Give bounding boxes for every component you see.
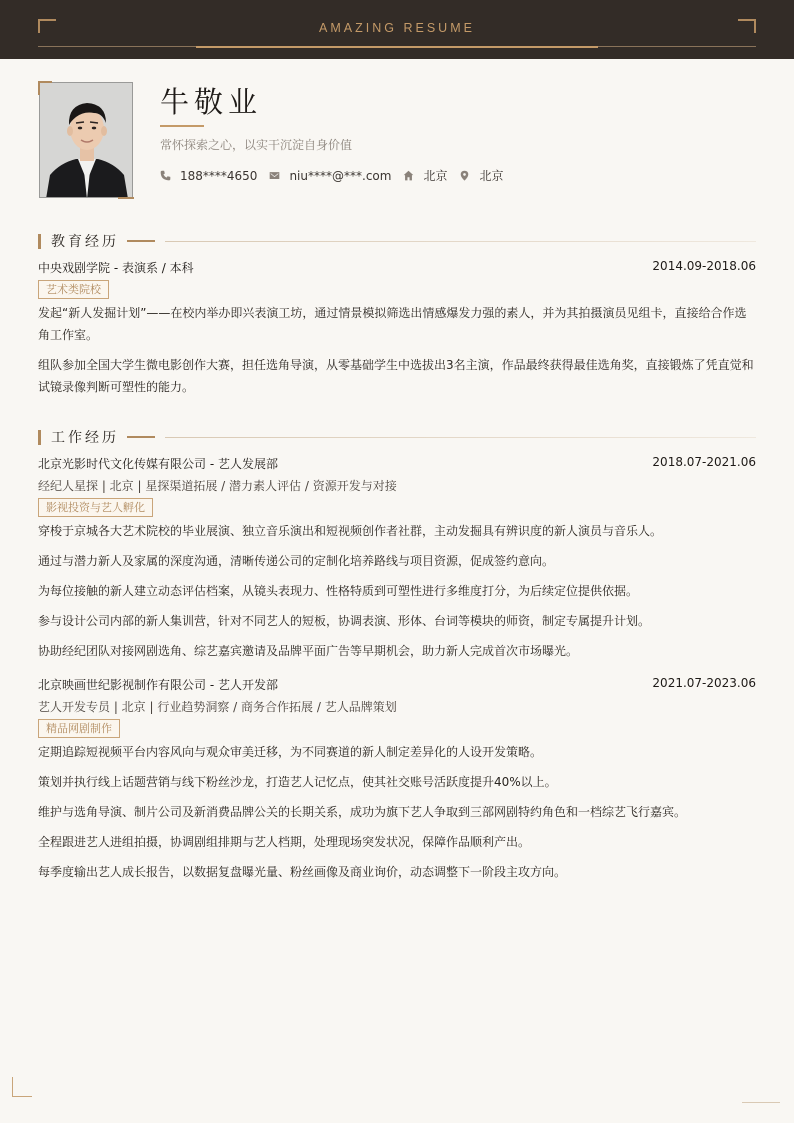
job-entry-header bbox=[38, 455, 756, 472]
current-location: 北京 bbox=[479, 169, 504, 183]
contact-location bbox=[459, 167, 503, 184]
job-bullet: 为每位接触的新人建立动态评估档案，从镜头表现力、性格特质到可塑性进行多维度打分，为后续定位提供依据。 bbox=[38, 584, 639, 598]
section-rule bbox=[165, 241, 756, 242]
job-role-line: 艺人开发专员 | 北京 | 行业趋势洞察 / 商务合作拓展 / 艺人品牌策划 bbox=[38, 700, 397, 714]
hometown: 北京 bbox=[423, 169, 448, 183]
section-heading: 工作经历 bbox=[51, 430, 119, 446]
education-date: 2014.09-2018.06 bbox=[652, 259, 756, 273]
section-marker bbox=[38, 234, 41, 249]
job-date: 2021.07-2023.06 bbox=[652, 676, 756, 690]
job-bullet: 全程跟进艺人进组拍摄，协调剧组排期与艺人档期，处理现场突发状况，保障作品顺利产出。 bbox=[38, 835, 531, 849]
mail-icon bbox=[269, 170, 280, 181]
photo-corner-ornament bbox=[38, 81, 52, 95]
corner-ornament-bottom-left bbox=[12, 1077, 32, 1097]
job-bullet: 每季度输出艺人成长报告，以数据复盘曝光量、粉丝画像及商业询价，动态调整下一阶段主攻方向。 bbox=[38, 865, 567, 879]
section-marker bbox=[38, 430, 41, 445]
job-tag: 精品网剧制作 bbox=[38, 719, 120, 738]
email-address: niu****@***.com bbox=[289, 168, 392, 183]
job-role-line: 经纪人星探 | 北京 | 星探渠道拓展 / 潜力素人评估 / 资源开发与对接 bbox=[38, 479, 397, 493]
job-bullet: 定期追踪短视频平台内容风向与观众审美迁移，为不同赛道的新人制定差异化的人设开发策略。 bbox=[38, 745, 543, 759]
home-icon bbox=[403, 170, 414, 181]
job-entry-header bbox=[38, 676, 756, 693]
contact-email bbox=[269, 169, 391, 183]
phone-number: 188****4650 bbox=[180, 168, 258, 183]
education-tag: 艺术类院校 bbox=[38, 280, 109, 299]
job-bullet: 维护与选角导演、制片公司及新消费品牌公关的长期关系，成功为旗下艺人争取到三部网剧特约角色和一档综艺飞行嘉宾。 bbox=[38, 805, 687, 819]
job-bullet: 协助经纪团队对接网剧选角、综艺嘉宾邀请及品牌平面广告等早期机会，助力新人完成首次市场曝光。 bbox=[38, 644, 579, 658]
job-tag: 影视投资与艺人孵化 bbox=[38, 498, 153, 517]
profile-photo-frame bbox=[38, 81, 134, 199]
contact-hometown bbox=[403, 167, 447, 184]
tagline: 常怀探索之心，以实干沉淀自身价值 bbox=[160, 138, 353, 152]
education-paragraph: 组队参加全国大学生微电影创作大赛，担任选角导演，从零基础学生中选拔出3名主演，作品最终获得最佳选角奖，直接锻炼了凭直觉和试镜录像判断可塑性的能力。 bbox=[38, 358, 754, 394]
location-pin-icon bbox=[459, 170, 470, 181]
corner-ornament-bottom-right bbox=[742, 1102, 780, 1103]
header-band bbox=[0, 0, 794, 59]
education-paragraph: 发起“新人发掘计划”——在校内举办即兴表演工坊，通过情景模拟筛选出情感爆发力强的素人，并为其拍摄演员见组卡，直接给合作选角工作室。 bbox=[38, 306, 747, 342]
name-underline bbox=[160, 125, 204, 127]
education-entry-header bbox=[38, 259, 756, 276]
contact-row bbox=[160, 167, 515, 184]
section-dash bbox=[127, 240, 155, 242]
section-dash bbox=[127, 436, 155, 438]
job-bullet: 策划并执行线上话题营销与线下粉丝沙龙，打造艺人记忆点，使其社交账号活跃度提升40%以上。 bbox=[38, 775, 557, 789]
header-title: AMAZING RESUME bbox=[319, 21, 475, 35]
candidate-name: 牛敬业 bbox=[160, 85, 263, 119]
company-name: 北京映画世纪影视制作有限公司 - 艺人开发部 bbox=[38, 678, 278, 692]
section-rule bbox=[165, 437, 756, 438]
photo-corner-ornament-bottom bbox=[118, 197, 134, 199]
company-name: 北京光影时代文化传媒有限公司 - 艺人发展部 bbox=[38, 457, 278, 471]
section-title-work bbox=[38, 427, 756, 447]
job-date: 2018.07-2021.06 bbox=[652, 455, 756, 469]
job-bullet: 通过与潜力新人及家属的深度沟通，清晰传递公司的定制化培养路线与项目资源，促成签约意向。 bbox=[38, 554, 555, 568]
phone-icon bbox=[160, 170, 171, 181]
section-heading: 教育经历 bbox=[51, 234, 119, 250]
contact-phone bbox=[160, 169, 257, 183]
profile-photo bbox=[39, 82, 133, 198]
job-bullet: 穿梭于京城各大艺术院校的毕业展演、独立音乐演出和短视频创作者社群，主动发掘具有辨识度的新人演员与音乐人。 bbox=[38, 524, 663, 538]
section-title-education bbox=[38, 231, 756, 251]
header-divider-accent bbox=[196, 46, 598, 48]
portrait-illustration bbox=[40, 83, 133, 198]
job-bullet: 参与设计公司内部的新人集训营，针对不同艺人的短板，协调表演、形体、台词等模块的师资，制定专属提升计划。 bbox=[38, 614, 651, 628]
school-name: 中央戏剧学院 - 表演系 / 本科 bbox=[38, 261, 194, 275]
